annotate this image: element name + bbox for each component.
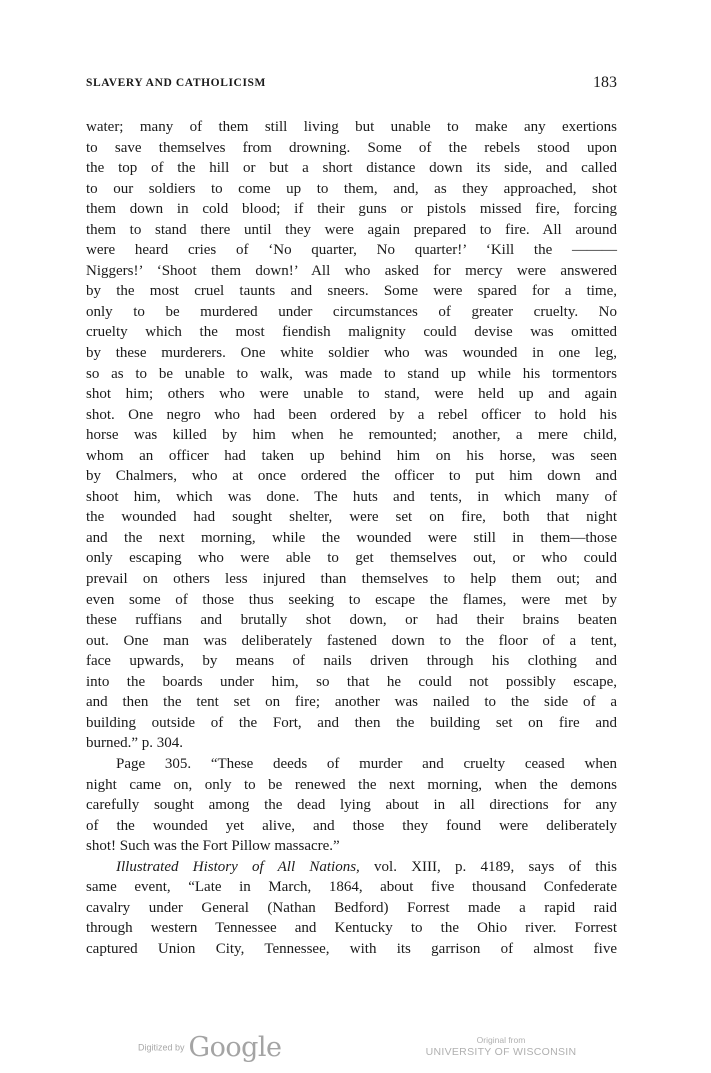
text-line: out. One man was deliberately fastened down to the floor of a tent, (86, 632, 617, 649)
book-title-italic: Illustrated History of All Nations, (116, 858, 360, 875)
text-line: these ruffians and brutally shot down, or had their brains beaten (86, 612, 617, 629)
text-line: captured Union City, Tennessee, with its garrison of almost five (86, 940, 617, 957)
text-line: were heard cries of ‘No quarter, No quarter!’ ‘Kill the ——— (86, 242, 617, 259)
text-line: building outside of the Fort, and then the building set on fire and (86, 714, 617, 731)
original-from-mark (412, 1035, 590, 1058)
page-number: 183 (593, 74, 617, 91)
text-line: shoot him, which was done. The huts and tents, in which many of (86, 488, 617, 505)
running-head (86, 74, 617, 94)
text-line: through western Tennessee and Kentucky to the Ohio river. Forrest (86, 920, 617, 937)
text-line: the top of the hill or but a short distance down its side, and called (86, 160, 617, 177)
text-line: by Chalmers, who at once ordered the officer to put him down and (86, 468, 617, 485)
text-line: prevail on others less injured than themselves to help them out; and (86, 571, 617, 588)
digitized-by-google-mark (138, 1032, 282, 1066)
text-line: shot. One negro who had been ordered by a rebel officer to hold his (86, 406, 617, 423)
text-line: by these murderers. One white soldier who was wounded in one leg, (86, 345, 617, 362)
text-line: shot him; others who were unable to stand, were held up and again (86, 386, 617, 403)
digitized-by-label: Digitized by (138, 1042, 185, 1053)
text-line: by the most cruel taunts and sneers. Some were spared for a time, (86, 283, 617, 300)
text-line: water; many of them still living but unable to make any exertions (86, 119, 617, 135)
text-line: and then the tent set on fire; another was nailed to the side of a (86, 694, 617, 711)
text-line: and the next morning, while the wounded were still in them—those (86, 529, 617, 546)
text-line: same event, “Late in March, 1864, about five thousand Confederate (86, 879, 617, 896)
text-line: only escaping who were able to get themselves out, or who could (86, 550, 617, 567)
text-line: even some of those thus seeking to escape the flames, were met by (86, 591, 617, 608)
body-text (86, 117, 617, 959)
text-line: carefully sought among the dead lying about in all directions for any (86, 797, 617, 814)
text-line: to save themselves from drowning. Some of the rebels stood upon (86, 139, 617, 156)
text-line: Page 305. “These deeds of murder and cruelty ceased when (116, 755, 617, 772)
text-line: so as to be unable to walk, was made to stand up while his tormentors (86, 365, 617, 382)
text-line: cavalry under General (Nathan Bedford) Forrest made a rapid raid (86, 899, 617, 916)
text-line: into the boards under him, so that he could not possibly escape, (86, 673, 617, 690)
text-line: shot! Such was the Fort Pillow massacre.” (86, 838, 340, 855)
text-line: the wounded had sought shelter, were set on fire, both that night (86, 509, 617, 526)
text-line: Niggers!’ ‘Shoot them down!’ All who asked for mercy were answered (86, 262, 617, 279)
text-line (86, 857, 617, 878)
library-name: UNIVERSITY OF WISCONSIN (425, 1046, 577, 1058)
text-line: to our soldiers to come up to them, and, as they approached, shot (86, 180, 617, 197)
text-line: burned.” p. 304. (86, 735, 184, 752)
text-line: them to stand there until they were again prepared to fire. All around (86, 221, 617, 238)
original-from-label: Original from (476, 1035, 526, 1045)
google-logo: Google (188, 1032, 282, 1063)
text-line: cruelty which the most fiendish malignity could devise was omitted (86, 324, 617, 341)
text-line: only to be murdered under circumstances of greater cruelty. No (86, 303, 617, 320)
text-line: face upwards, by means of nails driven through his clothing and (86, 653, 617, 670)
running-title: SLAVERY AND CATHOLICISM (86, 77, 266, 89)
text-line: whom an officer had taken up behind him on his horse, was seen (86, 447, 617, 464)
text-line-rest: vol. XIII, p. 4189, says of this (359, 858, 617, 875)
text-line: them down in cold blood; if their guns or pistols missed fire, forcing (86, 201, 617, 218)
text-line: of the wounded yet alive, and those they found were deliberately (86, 817, 617, 834)
text-line: horse was killed by him when he remounted; another, a mere child, (86, 427, 617, 444)
text-line: night came on, only to be renewed the next morning, when the demons (86, 776, 617, 793)
